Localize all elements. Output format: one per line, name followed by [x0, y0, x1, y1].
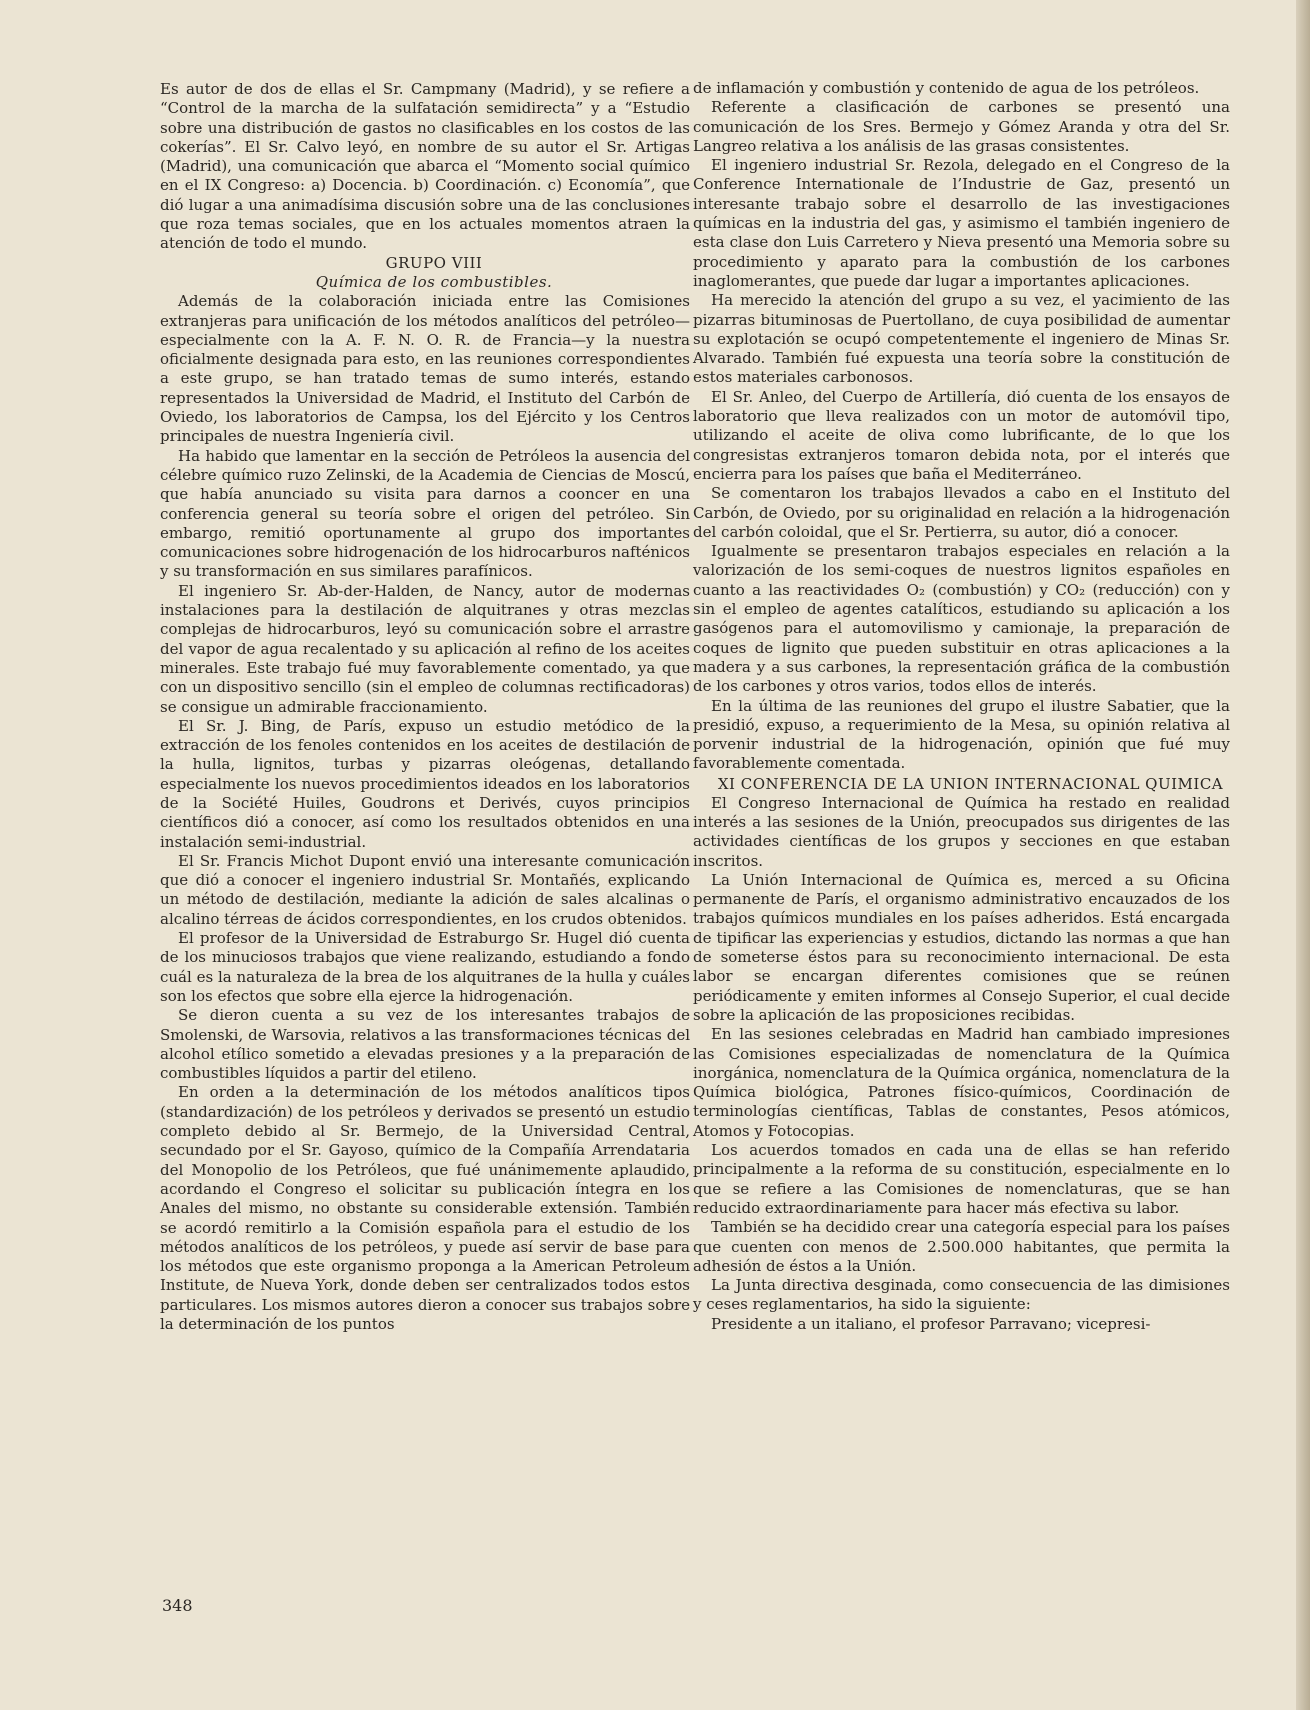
paragraph: Además de la colaboración iniciada entre las Comisiones extranjeras para unificación de los métodos analíticos del petróleo—especialmente con la A. F. N. O. R. de Francia—y la nuestra oficialmente designada para esto, en las reuniones correspondientes a este grupo, se han tratado temas de sumo interés, estando representados la Universidad de Madrid, el Instituto del Carbón de Oviedo, los laboratorios de Campsa, los del Ejército y los Centros principales de nuestra Ingeniería civil.	[160, 292, 690, 446]
paragraph: El Sr. Anleo, del Cuerpo de Artillería, dió cuenta de los ensayos de laboratorio que lleva realizados con un motor de automóvil tipo, utilizando el aceite de oliva como lubrificante, de lo que los congresistas extranjeros tomaron debida nota, por el interés que encierra para los países que baña el Mediterráneo.	[693, 387, 1230, 483]
left-column	[160, 80, 690, 1334]
right-column	[693, 79, 1230, 1334]
paragraph: En orden a la determinación de los métodos analíticos tipos (standardización) de los petróleos y derivados se presentó un estudio completo debido al Sr. Bermejo, de la Universidad Central, secundado por el Sr. Gayoso, químico de la Compañía Arrendataria del Monopolio de los Petróleos, que fué unánimemente aplaudido, acordando el Congreso el solicitar su publicación íntegra en los Anales del mismo, no obstante su considerable extensión. También se acordó remitirlo a la Comisión española para el estudio de los métodos analíticos de los petróleos, y puede así servir de base para los métodos que este organismo proponga a la American Petroleum Institute, de Nueva York, donde deben ser centralizados todos estos particulares. Los mismos autores dieron a conocer sus trabajos sobre la determinación de los puntos	[160, 1083, 690, 1333]
paragraph: En la última de las reuniones del grupo el ilustre Sabatier, que la presidió, expuso, a requerimiento de la Mesa, su opinión relativa al porvenir industrial de la hidrogenación, opinión que fué muy favorablemente comentada.	[693, 696, 1230, 773]
paragraph: El Sr. J. Bing, de París, expuso un estudio metódico de la extracción de los fenoles contenidos en los aceites de destilación de la hulla, lignitos, turbas y pizarras oleógenas, detallando especialmente los nuevos procedimientos ideados en los laboratorios de la Société Huiles, Goudrons et Derivés, cuyos principios científicos dió a conocer, así como los resultados obtenidos en una instalación semi-industrial.	[160, 716, 690, 851]
continuation-paragraph: de inflamación y combustión y contenido de agua de los petróleos.	[693, 79, 1200, 97]
group-subtitle: Química de los combustibles.	[315, 272, 553, 291]
paragraph: El profesor de la Universidad de Estraburgo Sr. Hugel dió cuenta de los minuciosos trabajos que viene realizando, estudiando a fondo cuál es la naturaleza de la brea de los alquitranes de la hulla y cuáles son los efectos que sobre ella ejerce la hidrogenación.	[160, 929, 690, 1005]
paragraph: Los acuerdos tomados en cada una de ellas se han referido principalmente a la reforma de su constitución, especialmente en lo que se refiere a las Comisiones de nomenclaturas, que se han reducido extraordinariamente para hacer más efectiva su labor.	[693, 1141, 1230, 1217]
paragraph: El Sr. Francis Michot Dupont envió una interesante comunicación que dió a conocer el ingeniero industrial Sr. Montañés, explicando un método de destilación, mediante la adición de sales alcalinas o alcalino térreas de ácidos correspondientes, en los crudos obtenidos.	[160, 851, 690, 928]
paragraph: Igualmente se presentaron trabajos especiales en relación a la valorización de los semi-coques de nuestros lignitos españoles en cuanto a las reactividades O₂ (combustión) y CO₂ (reducción) con y sin el empleo de agentes catalíticos, estudiando su aplicación a los gasógenos para el automovilismo y camionaje, la preparación de coques de lignito que pueden substituir en otras aplicaciones a la madera y a sus carbones, la representación gráfica de la combustión de los carbones y otros varios, todos ellos de interés.	[693, 542, 1230, 696]
section-heading: XI CONFERENCIA DE LA UNION INTERNACIONAL QUIMICA	[717, 774, 1224, 793]
paragraph: La Unión Internacional de Química es, merced a su Oficina permanente de París, el organismo administrativo encauzados de los trabajos químicos mundiales en los países adheridos. Está encargada de tipificar las experiencias y estudios, dictando las normas a que han de someterse éstos para su reconocimiento internacional. De esta labor se encargan diferentes comisiones que se reúnen periódicamente y emiten informes al Consejo Superior, el cual decide sobre la aplicación de las proposiciones recibidas.	[693, 870, 1230, 1024]
paragraph: También se ha decidido crear una categoría especial para los países que cuenten con menos de 2.500.000 habitantes, que permita la adhesión de éstos a la Unión.	[693, 1218, 1230, 1275]
paragraph: En las sesiones celebradas en Madrid han cambiado impresiones las Comisiones especializadas de nomenclatura de la Química inorgánica, nomenclatura de la Química orgánica, nomenclatura de la Química biológica, Patrones físico-químicos, Coordinación de terminologías científicas, Tablas de constantes, Pesos atómicos, Atomos y Fotocopias.	[693, 1025, 1230, 1140]
group-heading: GRUPO VIII	[385, 253, 483, 272]
paragraph: Referente a clasificación de carbones se presentó una comunicación de los Sres. Bermejo y Gómez Aranda y otra del Sr. Langreo relativa a los análisis de las grasas consistentes.	[693, 98, 1230, 155]
paragraph: Se dieron cuenta a su vez de los interesantes trabajos de Smolenski, de Warsovia, relativos a las transformaciones técnicas del alcohol etílico sometido a elevadas presiones y a la preparación de combustibles líquidos a partir del etileno.	[160, 1006, 690, 1083]
page-number: 348	[162, 1596, 193, 1615]
paragraph: La Junta directiva desginada, como consecuencia de las dimisiones y ceses reglamentarios, ha sido la siguiente:	[693, 1276, 1230, 1314]
paragraph: Ha habido que lamentar en la sección de Petróleos la ausencia del célebre químico ruzo Zelinski, de la Academia de Ciencias de Moscú, que había anunciado su visita para darnos a cooncer en una conferencia general su teoría sobre el origen del petróleo. Sin embargo, remitió oportunamente al grupo dos importantes comunicaciones sobre hidrogenación de los hidrocarburos nafténicos y su transformación en sus similares parafínicos.	[160, 446, 690, 581]
paragraph: Ha merecido la atención del grupo a su vez, el yacimiento de las pizarras bituminosas de Puertollano, de cuya posibilidad de aumentar su explotación se ocupó competentemente el ingeniero de Minas Sr. Alvarado. También fué expuesta una teoría sobre la constitución de estos materiales carbonosos.	[693, 291, 1230, 387]
paragraph: Presidente a un italiano, el profesor Parravano; vicepresi-	[711, 1314, 1151, 1333]
paragraph: El Congreso Internacional de Química ha restado en realidad interés a las sesiones de la Unión, preocupados sus dirigentes de las actividades científicas de los grupos y secciones en que estaban inscritos.	[693, 793, 1230, 870]
paragraph: Se comentaron los trabajos llevados a cabo en el Instituto del Carbón, de Oviedo, por su originalidad en relación a la hidrogenación del carbón coloidal, que el Sr. Pertierra, su autor, dió a conocer.	[693, 484, 1230, 541]
page-edge-shadow	[1296, 0, 1310, 1710]
paragraph: El ingeniero industrial Sr. Rezola, delegado en el Congreso de la Conference Internationale de l’Industrie de Gaz, presentó un interesante trabajo sobre el desarrollo de las investigaciones químicas en la industria del gas, y asimismo el también ingeniero de esta clase don Luis Carretero y Nieva presentó una Memoria sobre su procedimiento y aparato para la combustión de los carbones inaglomerantes, que puede dar lugar a importantes aplicaciones.	[693, 156, 1230, 290]
paragraph: El ingeniero Sr. Ab-der-Halden, de Nancy, autor de modernas instalaciones para la destilación de alquitranes y otras mezclas complejas de hidrocarburos, leyó su comunicación sobre el arrastre del vapor de agua recalentado y su aplicación al refino de los aceites minerales. Este trabajo fué muy favorablemente comentado, ya que con un dispositivo sencillo (sin el empleo de columnas rectificadoras) se consigue un admirable fraccionamiento.	[160, 581, 690, 716]
intro-paragraph: Es autor de dos de ellas el Sr. Campmany (Madrid), y se refiere a “Control de la marcha de la sulfatación semidirecta” y a “Estudio sobre una distribución de gastos no clasificables en los costos de las cokerías”. El Sr. Calvo leyó, en nombre de su autor el Sr. Artigas (Madrid), una comunicación que abarca el “Momento social químico en el IX Congreso: a) Docencia. b) Coordinación. c) Economía”, que dió lugar a una animadísima discusión sobre una de las conclusiones que roza temas sociales, que en los actuales momentos atraen la atención de todo el mundo.	[160, 80, 690, 253]
